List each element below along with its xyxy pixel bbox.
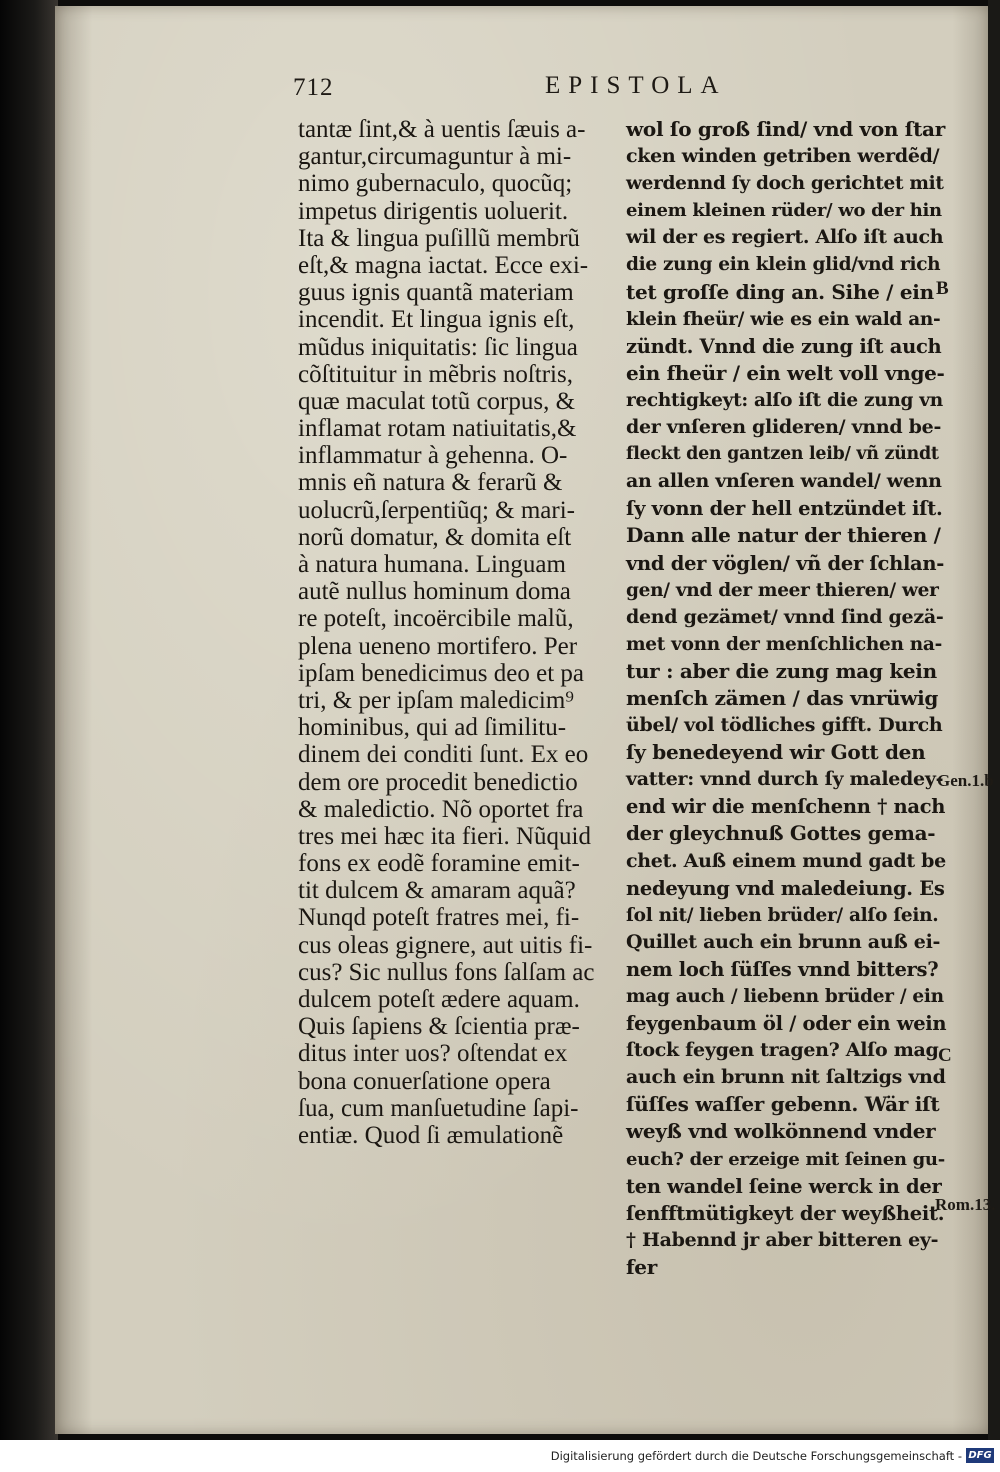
german-text-line: weyß vnd wolkönnend vnder [626,1119,936,1144]
latin-text-line: cus? Sic nullus fons ſalſam ac [298,958,595,986]
dfg-logo: DFG [966,1448,994,1463]
latin-text-line: hominibus, qui ad ſimilitu- [298,714,567,742]
german-text-line: wol ſo groß ſind/ vnd von ſtar [626,117,945,141]
german-text-line: an allen vnſeren wandel/ wenn [626,470,942,493]
german-text-line: werdennd ſy doch gerichtet mit [626,173,944,195]
german-column [626,116,946,1281]
latin-text-line: ditus inter uos? oſtendat ex [298,1040,568,1068]
latin-text-line: cus oleas gignere, aut uitis fi- [298,931,593,959]
latin-text-line: inflammatur à gehenna. O- [298,442,568,470]
german-text-line: dend gezämet/ vnnd ſind gezä- [626,605,944,628]
german-text-line: ſy vonn der hell entzündet iſt. [626,497,943,521]
latin-text-line: dulcem poteſt ædere aquam. [298,986,580,1013]
german-text-line: wil der es regiert. Alſo iſt auch [626,226,944,249]
german-text-line: tur : aber die zung mag kein [626,658,937,683]
scan-edge-left [0,0,58,1440]
latin-text-line: à natura humana. Linguam [298,551,566,578]
latin-text-line: re poteſt, incoërcibile malũ, [298,605,574,633]
german-text-line: der gleychnuß Gottes gema- [626,821,936,846]
latin-text-line: nimo gubernaculo, quocũq; [298,170,573,198]
german-text-line: zündt. Vnnd die zung iſt auch [626,334,942,358]
latin-text-line: ſua, cum manſuetudine ſapi- [298,1094,579,1122]
latin-text-line: Ita & lingua puſillũ membrũ [298,224,580,252]
german-text-line: feygenbaum öl / oder ein wein [626,1012,947,1036]
german-text-line: euch? der erzeige mit ſeinen gu- [626,1148,945,1170]
german-text-line: fleckt den gantzen leib/ vñ zündt [626,444,939,465]
german-text-line: cken winden getriben werdẽd/ [626,145,940,168]
latin-text-line: bona conuerſatione opera [298,1067,551,1095]
german-text-line: gen/ vnd der meer thieren/ wer [626,579,939,601]
german-text-line: der vnſeren glideren/ vnnd be- [626,416,942,439]
margin-note-gen: Gen.1.b [937,771,994,790]
german-text-line: ten wandel ſeine werck in der [626,1174,942,1198]
latin-text-line: entiæ. Quod ſi æmulationẽ [298,1121,564,1149]
latin-text-line: quæ maculat totũ corpus, & [298,387,576,415]
latin-text-line: fons ex eodẽ foramine emit- [298,850,580,878]
german-text-line: klein fheür/ wie es ein wald an- [626,308,941,330]
german-text-line: ſtock feygen tragen? Alſo mag [626,1039,939,1062]
latin-text-line: mũdus iniquitatis: ſic lingua [298,333,578,361]
german-text-line: auch ein brunn nit ſaltzigs vnd [626,1066,946,1089]
german-text-line: rechtigkeyt: alſo iſt die zung vn [626,389,943,411]
latin-text-line: uolucrũ,ſerpentiũq; & mari- [298,496,576,524]
latin-text-line: cõſtituitur in mẽbris noſtris, [298,360,573,388]
german-text-line: † Habennd jr aber bitteren ey- [626,1228,939,1251]
margin-note-b: B [936,278,949,299]
german-text-line: Dann alle natur der thieren / [626,523,941,548]
german-text-line: übel/ vol tödliches gifft. Durch [626,714,943,737]
latin-text-line: Quis ſapiens & ſcientia præ- [298,1013,580,1041]
german-text-line: menſch zämen / das vnrüwig [626,685,939,710]
latin-text-line: dinem dei conditi ſunt. Ex eo [298,741,589,769]
latin-text-line: eſt,& magna iactat. Ecce exi- [298,251,589,279]
latin-column [298,116,628,1149]
latin-text-line: tantæ ſint,& à uentis ſæuis a- [298,116,586,143]
margin-note-rom: Rom.13. [935,1195,996,1214]
latin-text-line: guus ignis quantã materiam [298,279,574,307]
latin-text-line: inflamat rotam natiuitatis,& [298,415,577,443]
german-text-line: ſüſſes waſſer gebenn. Wär iſt [626,1092,940,1117]
german-text-line: vnd der vöglen/ vñ der ſchlan- [626,551,945,575]
latin-text-line: plena ueneno mortifero. Per [298,632,578,660]
latin-text-line: impetus dirigentis uoluerit. [298,197,569,225]
latin-text-line: autẽ nullus hominum doma [298,578,571,606]
german-text-line: ſy benedeyend wir Gott den [626,740,926,765]
running-head: EPISTOLA [545,72,727,99]
german-text-line: fer [626,1254,657,1279]
latin-text-line: dem ore procedit benedictio [298,768,578,796]
latin-text-line: Nunqd poteſt fratres mei, fi- [298,904,580,932]
german-text-line: vatter: vnnd durch ſy maledey- [626,768,944,791]
german-text-line: chet. Auß einem mund gadt be [626,849,946,872]
german-text-line: tet groſſe ding an. Sihe / ein [626,279,934,304]
german-text-line: nem loch ſüſſes vnnd bitters? [626,957,939,981]
german-text-line: end wir die menſchenn † nach [626,795,946,819]
footer-bar [0,1440,1000,1472]
german-text-line: einem kleinen rüder/ wo der hin [626,200,942,222]
footer-credit: Digitalisierung gefördert durch die Deutsche Forschungsgemeinschaft - [550,1449,962,1463]
latin-text-line: tri, & per ipſam maledicim⁹ [298,686,575,714]
german-text-line: met vonn der menſchlichen na- [626,633,942,655]
german-text-line: ſol nit/ lieben brüder/ alſo ſein. [626,904,939,926]
page-number: 712 [293,74,334,101]
latin-text-line: norũ domatur, & domita eſt [298,523,572,551]
german-text-line: Quillet auch ein brunn auß ei- [626,930,941,953]
german-text-line: ein fheür / ein welt voll vnge- [626,360,945,385]
latin-text-line: tit dulcem & amaram aquã? [298,877,576,905]
scan-edge-right [988,0,1000,1440]
latin-text-line: ipſam benedicimus deo et pa [298,659,585,687]
german-text-line: nedeyung vnd maledeiung. Es [626,876,945,900]
latin-text-line: mnis eñ natura & ferarũ & [298,469,563,497]
german-text-line: ſenfftmütigkeyt der weyßheit. [626,1201,945,1225]
latin-text-line: & maledictio. Nõ oportet fra [298,795,584,823]
latin-text-line: incendit. Et lingua ignis eſt, [298,306,575,334]
german-text-line: die zung ein klein glid/vnd rich [626,254,941,276]
german-text-line: mag auch / liebenn brüder / ein [626,986,944,1007]
margin-note-c: C [938,1045,952,1066]
latin-text-line: tres mei hæc ita fieri. Nũquid [298,822,591,850]
latin-text-line: gantur,circumaguntur à mi- [298,143,572,171]
